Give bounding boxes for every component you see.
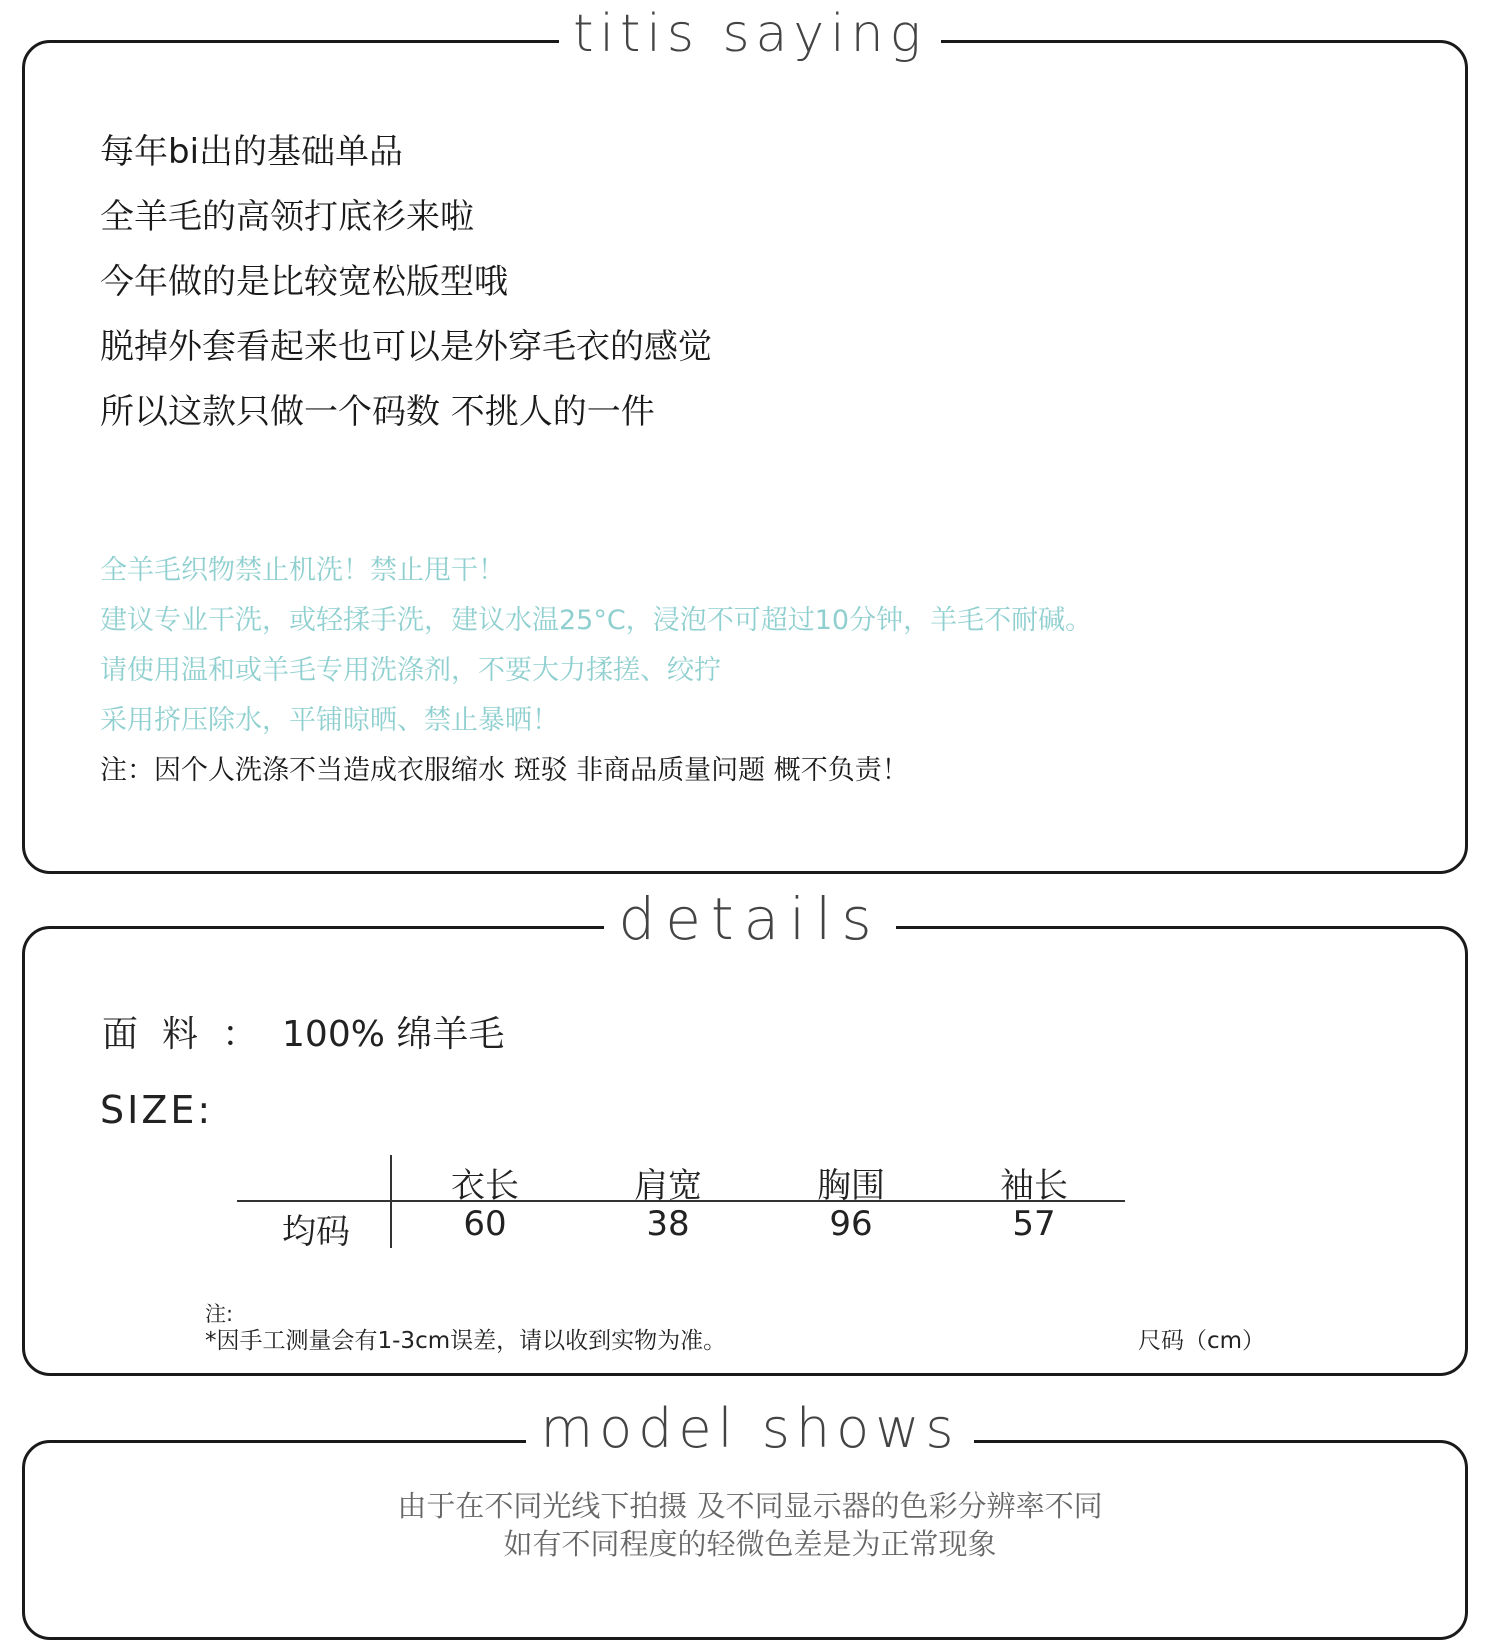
measurement-note: *因手工测量会有1-3cm误差，请以收到实物为准。: [205, 1328, 727, 1354]
size-header-shoulder: 肩宽: [634, 1166, 702, 1206]
size-value-sleeve: 57: [1012, 1204, 1056, 1244]
intro-line: 所以这款只做一个码数 不挑人的一件: [100, 392, 655, 432]
measurement-note-head: 注:: [205, 1302, 234, 1326]
care-disclaimer-note: 注：因个人洗涤不当造成衣服缩水 斑驳 非商品质量问题 概不负责！: [100, 755, 909, 786]
care-instruction: 全羊毛织物禁止机洗！禁止甩干！: [100, 555, 505, 586]
size-value-length: 60: [463, 1204, 507, 1244]
care-instruction: 建议专业干洗，或轻揉手洗，建议水温25°C，浸泡不可超过10分钟，羊毛不耐碱。: [100, 605, 1093, 636]
care-instruction: 采用挤压除水，平铺晾晒、禁止暴晒！: [100, 705, 559, 736]
size-header-sleeve: 袖长: [1000, 1166, 1068, 1206]
size-value-shoulder: 38: [646, 1204, 690, 1244]
fabric-label: 面料：: [102, 1014, 283, 1055]
details-panel: [22, 926, 1468, 1376]
color-disclaimer-line: 如有不同程度的轻微色差是为正常现象: [503, 1527, 997, 1561]
intro-line: 脱掉外套看起来也可以是外穿毛衣的感觉: [100, 327, 712, 367]
fabric-info: [102, 1006, 504, 1057]
size-label: SIZE:: [100, 1088, 214, 1132]
size-table-column-divider: [390, 1155, 392, 1248]
section-title-details: details: [0, 890, 1500, 948]
size-header-chest: 胸围: [817, 1166, 885, 1206]
intro-line: 每年bi出的基础单品: [100, 132, 404, 172]
care-instruction: 请使用温和或羊毛专用洗涤剂，不要大力揉搓、绞拧: [100, 655, 721, 686]
size-unit: 尺码（cm）: [1138, 1328, 1266, 1354]
section-title-saying: titis saying: [0, 8, 1500, 60]
size-value-chest: 96: [829, 1204, 873, 1244]
size-row-label: 均码: [282, 1212, 350, 1252]
color-disclaimer-line: 由于在不同光线下拍摄 及不同显示器的色彩分辨率不同: [397, 1489, 1103, 1523]
intro-line: 今年做的是比较宽松版型哦: [100, 262, 508, 302]
section-title-model-shows: model shows: [0, 1402, 1500, 1456]
size-header-length: 衣长: [451, 1166, 519, 1206]
intro-line: 全羊毛的高领打底衫来啦: [100, 197, 474, 237]
fabric-value: 100% 绵羊毛: [282, 1014, 505, 1055]
